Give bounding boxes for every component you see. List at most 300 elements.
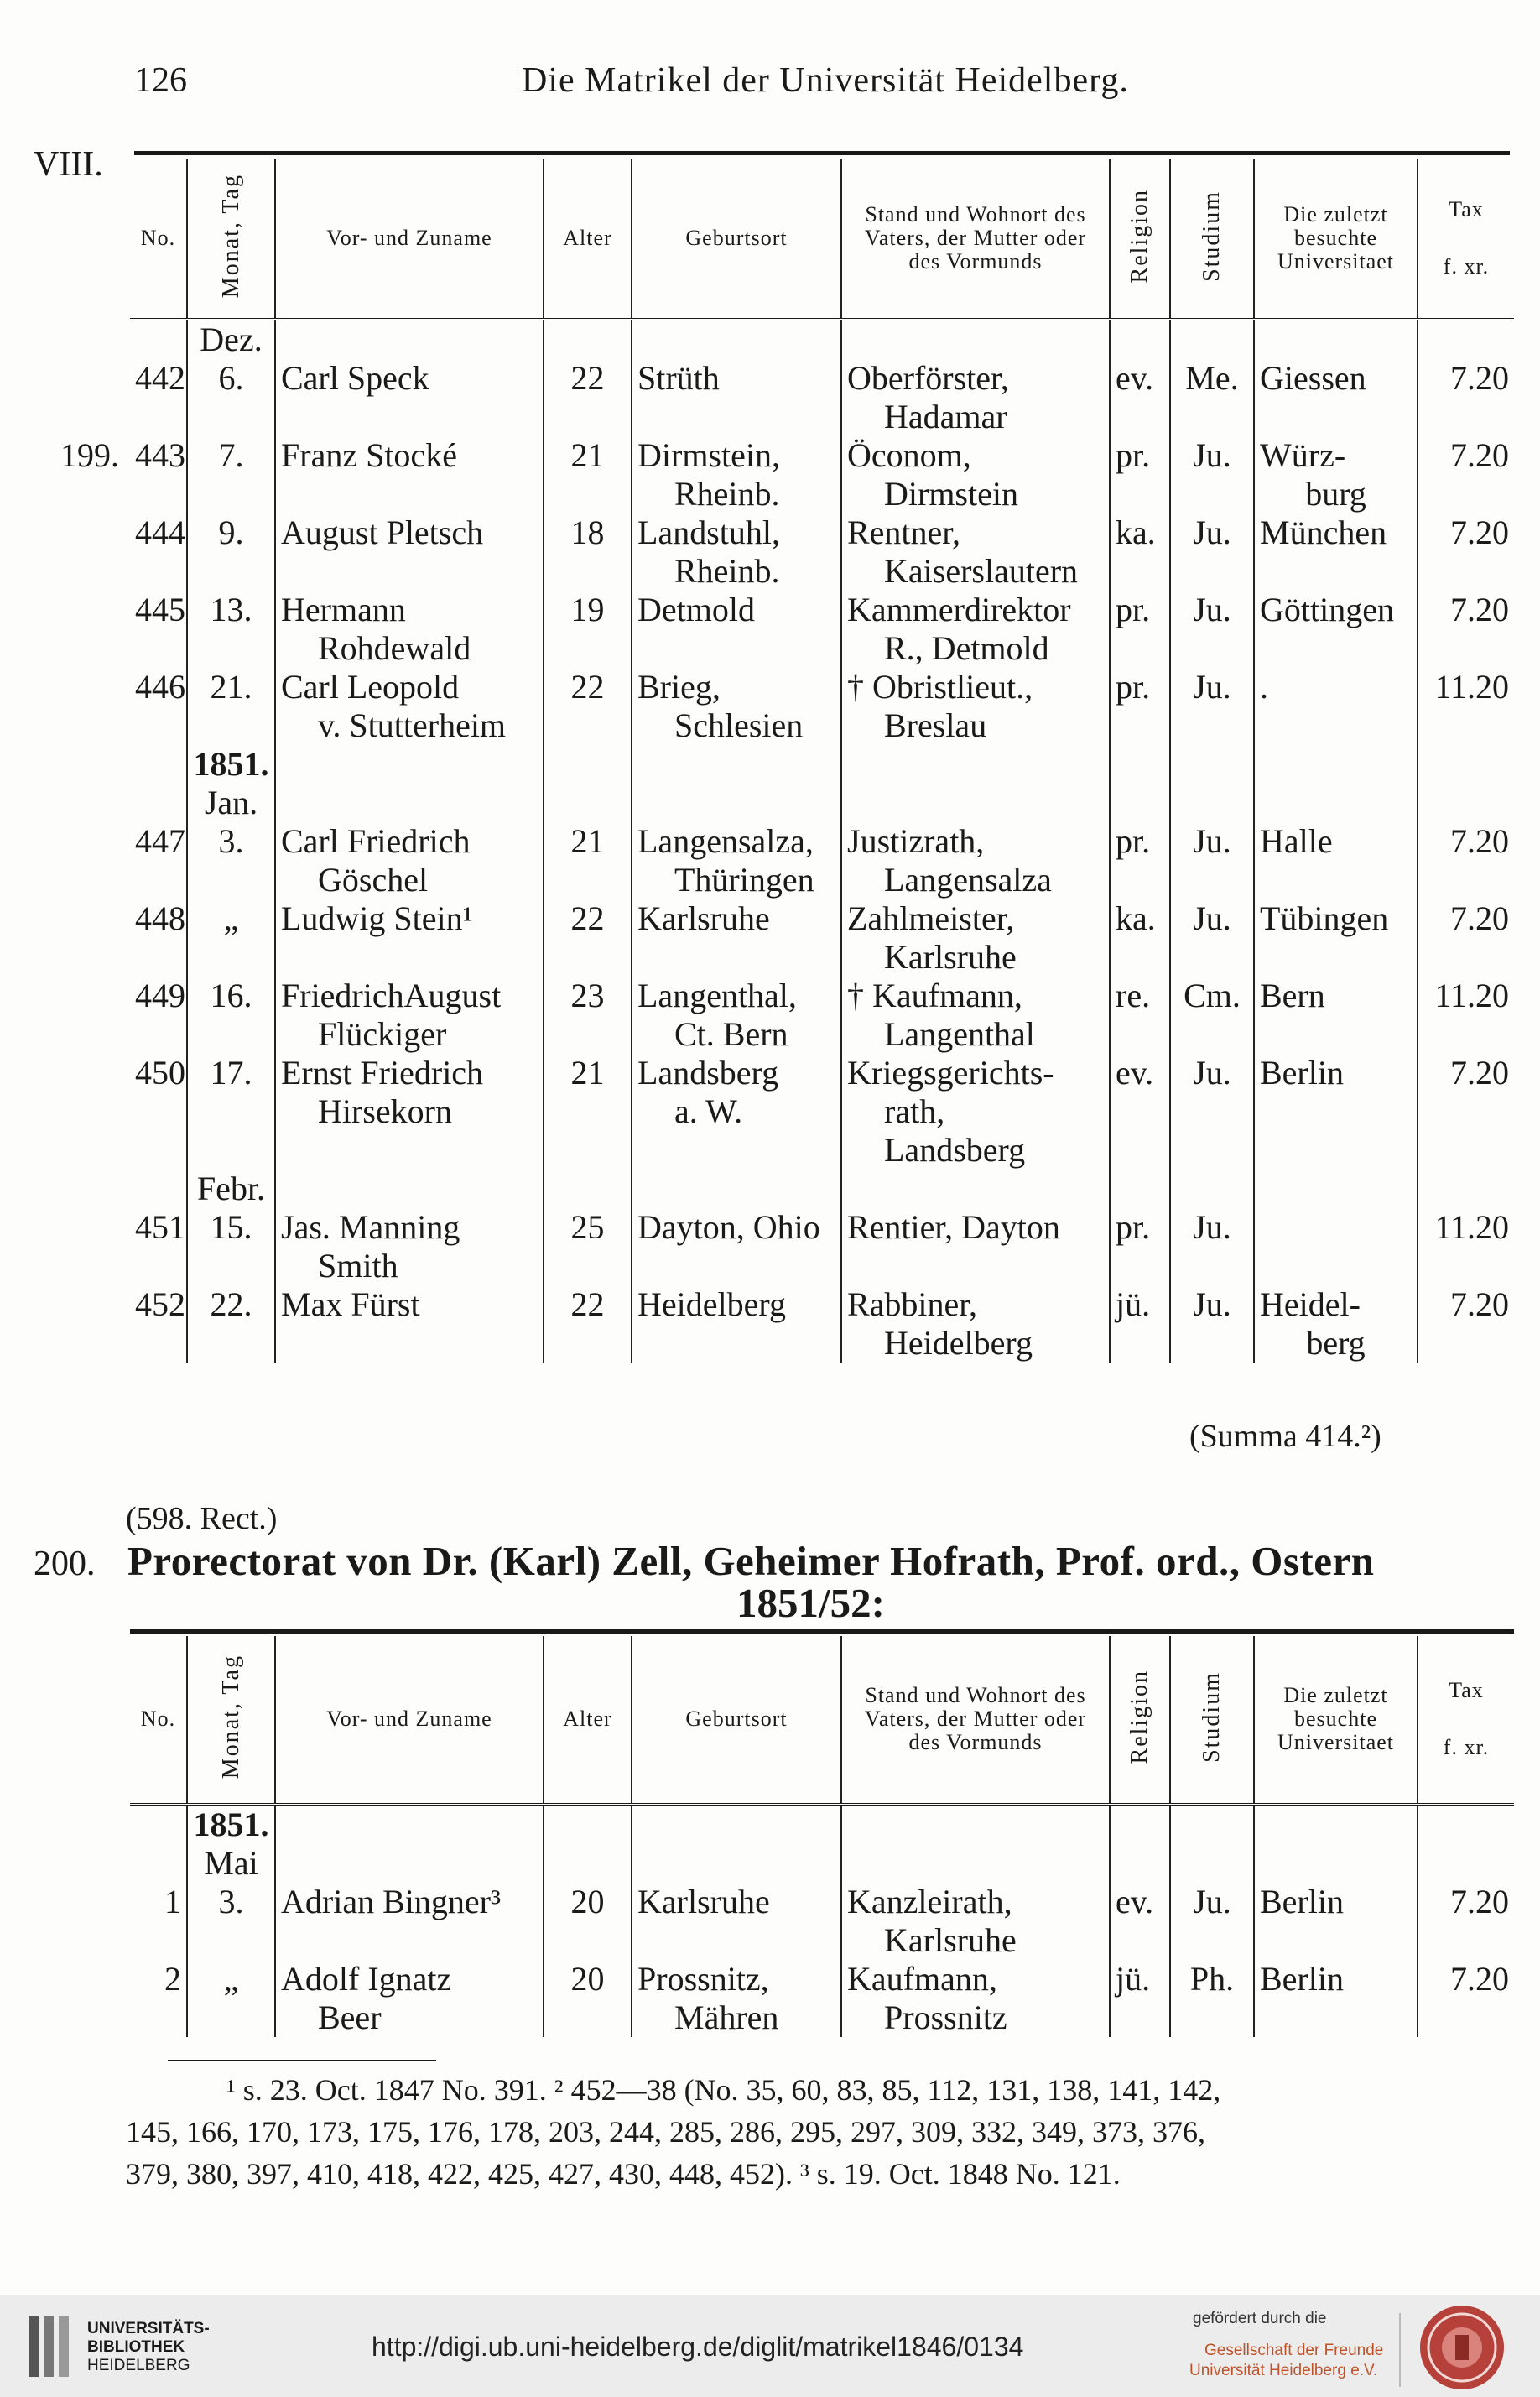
- table-row: [130, 513, 1514, 591]
- cell-university: [1254, 977, 1418, 1054]
- cell-university: [1254, 1960, 1418, 2037]
- cell-university: [1254, 319, 1418, 359]
- father-occupation: Rentier, Dayton: [847, 1207, 1060, 1246]
- cell-birthplace: [632, 1054, 841, 1170]
- religion-value: ka.: [1116, 899, 1156, 937]
- date-value: „: [223, 1959, 239, 1998]
- student-name: Carl Speck: [281, 358, 429, 397]
- cell-father: [841, 359, 1110, 436]
- tax-value: 7.20: [1450, 358, 1509, 397]
- cell-birthplace: [632, 359, 841, 436]
- cell-date: [187, 977, 275, 1054]
- birthplace-cont: Thüringen: [674, 860, 814, 899]
- cell-age: [544, 1285, 632, 1363]
- cell-father: [841, 977, 1110, 1054]
- cell-age: [544, 977, 632, 1054]
- cell-religion: [1110, 977, 1170, 1054]
- father-residence: Karlsruhe: [884, 937, 1017, 976]
- cell-birthplace: [632, 1285, 841, 1363]
- cell-father: [841, 668, 1110, 745]
- birthplace-cont: a. W.: [674, 1092, 743, 1130]
- student-name: Ludwig Stein¹: [281, 899, 473, 937]
- cell-age: [544, 591, 632, 668]
- cell-date: [187, 745, 275, 822]
- date-value: 15.: [210, 1207, 252, 1246]
- birthplace: Langensalza,: [637, 821, 814, 860]
- tax-value: 7.20: [1450, 590, 1509, 628]
- col-religion: [1110, 159, 1170, 319]
- cell-tax: [1418, 668, 1514, 745]
- student-name: Hermann: [281, 590, 406, 628]
- cell-study: [1170, 899, 1254, 977]
- date-value: 6.: [218, 358, 244, 397]
- col2-father: Stand und Wohnort des Vaters, der Mutter oder des Vormunds: [841, 1636, 1110, 1804]
- cell-tax: [1418, 319, 1514, 359]
- cell-age: [544, 822, 632, 899]
- cell-tax: [1418, 359, 1514, 436]
- col2-birthplace: Geburtsort: [632, 1636, 841, 1804]
- study-value: Ju.: [1193, 1053, 1231, 1092]
- date-value: 3.: [218, 1882, 244, 1920]
- cell-tax: [1418, 1285, 1514, 1363]
- cell-name: [275, 899, 544, 977]
- col-university: Die zuletzt besuchte Universitaet: [1254, 159, 1418, 319]
- father-residence: Breslau: [884, 706, 987, 744]
- cell-age: [544, 668, 632, 745]
- university-value: München: [1260, 513, 1387, 551]
- cell-religion: [1110, 513, 1170, 591]
- col-religion-label: Religion: [1126, 189, 1152, 284]
- university-cont: burg: [1305, 474, 1366, 513]
- date-value: 7.: [218, 435, 244, 474]
- cell-no: [130, 319, 187, 359]
- religion-value: pr.: [1116, 435, 1151, 474]
- row-number: 451: [135, 1207, 185, 1246]
- row-number: 446: [135, 667, 185, 706]
- father-residence: R., Detmold: [884, 628, 1049, 667]
- footnote-line-2: 145, 166, 170, 173, 175, 176, 178, 203, 244, 285, 286, 295, 297, 309, 332, 349, 373, 376,: [126, 2115, 1205, 2149]
- cell-name: [275, 359, 544, 436]
- footnote-rule: [168, 2060, 436, 2061]
- age-value: 21: [570, 1053, 605, 1092]
- cell-date: [187, 899, 275, 977]
- cell-birthplace: [632, 1804, 841, 1883]
- col-name: Vor- und Zuname: [275, 159, 544, 319]
- university-value: Tübingen: [1260, 899, 1389, 937]
- cell-study: [1170, 1960, 1254, 2037]
- table-row: [130, 1883, 1514, 1960]
- sponsor-name-2: Universität Heidelberg e.V.: [1189, 2362, 1378, 2379]
- row-number: 448: [135, 899, 185, 937]
- cell-study: [1170, 977, 1254, 1054]
- father-occupation: Öconom,: [847, 435, 971, 474]
- table-header-row: [130, 159, 1514, 319]
- col-no: No.: [130, 159, 187, 319]
- student-name-cont: Göschel: [318, 860, 429, 899]
- cell-study: [1170, 1208, 1254, 1285]
- cell-study: [1170, 745, 1254, 822]
- study-value: Ju.: [1193, 1882, 1231, 1920]
- cell-university: [1254, 513, 1418, 591]
- cell-no: [130, 899, 187, 977]
- cell-no: [130, 513, 187, 591]
- student-name: FriedrichAugust: [281, 976, 502, 1014]
- birthplace-cont: Ct. Bern: [674, 1014, 788, 1053]
- cell-date: [187, 1960, 275, 2037]
- birthplace: Brieg,: [637, 667, 721, 706]
- cell-no: [130, 668, 187, 745]
- cell-university: [1254, 899, 1418, 977]
- date-value: Febr.: [196, 1169, 266, 1207]
- religion-value: ev.: [1116, 358, 1154, 397]
- cell-date: [187, 591, 275, 668]
- cell-study: [1170, 513, 1254, 591]
- cell-father: [841, 591, 1110, 668]
- summa-total: (Summa 414.²): [1189, 1419, 1381, 1454]
- table-row: [130, 319, 1514, 359]
- cell-date: [187, 1285, 275, 1363]
- university-value: Halle: [1260, 821, 1333, 860]
- cell-birthplace: [632, 1170, 841, 1208]
- birthplace-cont: Schlesien: [674, 706, 804, 744]
- birthplace: Langenthal,: [637, 976, 797, 1014]
- table2-header-row: [130, 1636, 1514, 1804]
- age-value: 25: [570, 1207, 605, 1246]
- tax-value: 7.20: [1450, 899, 1509, 937]
- cell-age: [544, 745, 632, 822]
- cell-date: [187, 822, 275, 899]
- cell-name: [275, 1285, 544, 1363]
- cell-father: [841, 1285, 1110, 1363]
- cell-study: [1170, 1883, 1254, 1960]
- row-number: 2: [164, 1959, 181, 1998]
- father-residence: rath,: [884, 1092, 945, 1130]
- date-value: 1851.: [193, 744, 269, 783]
- cell-date: [187, 513, 275, 591]
- cell-study: [1170, 668, 1254, 745]
- study-value: Ju.: [1193, 1284, 1231, 1323]
- study-value: Ju.: [1193, 590, 1231, 628]
- prorectorate-title-year: 1851/52:: [736, 1580, 885, 1626]
- cell-no: [130, 1285, 187, 1363]
- cell-religion: [1110, 822, 1170, 899]
- library-name-3: HEIDELBERG: [87, 2357, 190, 2374]
- permalink-url[interactable]: http://digi.ub.uni-heidelberg.de/diglit/matrikel1846/0134: [372, 2332, 1024, 2362]
- col2-name: Vor- und Zuname: [275, 1636, 544, 1804]
- father-residence: Langensalza: [884, 860, 1052, 899]
- study-value: Ju.: [1193, 435, 1231, 474]
- cell-tax: [1418, 899, 1514, 977]
- cell-date: [187, 359, 275, 436]
- date-value: 21.: [210, 667, 252, 706]
- cell-tax: [1418, 1883, 1514, 1960]
- university-value: Berlin: [1260, 1959, 1344, 1998]
- cell-father: [841, 899, 1110, 977]
- table-row: [130, 1285, 1514, 1363]
- student-name-cont: Rohdewald: [318, 628, 471, 667]
- table-row: [130, 668, 1514, 745]
- cell-tax: [1418, 436, 1514, 513]
- row-number: 1: [164, 1882, 181, 1920]
- cell-father: [841, 513, 1110, 591]
- cell-study: [1170, 822, 1254, 899]
- father-occupation: † Kaufmann,: [847, 976, 1022, 1014]
- cell-name: [275, 513, 544, 591]
- cell-birthplace: [632, 977, 841, 1054]
- cell-tax: [1418, 1170, 1514, 1208]
- col-study: [1170, 159, 1254, 319]
- table-row: [130, 1960, 1514, 2037]
- cell-date: [187, 1883, 275, 1960]
- student-name: Carl Friedrich: [281, 821, 471, 860]
- col2-university: Die zuletzt besuchte Universitaet: [1254, 1636, 1418, 1804]
- date-value: 3.: [218, 821, 244, 860]
- age-value: 22: [570, 899, 605, 937]
- date-value: 17.: [210, 1053, 252, 1092]
- student-name-cont: Flückiger: [318, 1014, 447, 1053]
- university-value: Göttingen: [1260, 590, 1394, 628]
- age-value: 22: [570, 1284, 605, 1323]
- religion-value: pr.: [1116, 667, 1151, 706]
- col-study-label: Studium: [1199, 190, 1225, 282]
- cell-age: [544, 1170, 632, 1208]
- university-value: Würz-: [1260, 435, 1346, 474]
- cell-tax: [1418, 1960, 1514, 2037]
- birthplace: Prossnitz,: [637, 1959, 769, 1998]
- matriculation-table-2: [130, 1636, 1514, 2037]
- father-residence: Karlsruhe: [884, 1920, 1017, 1959]
- tax-value: 7.20: [1450, 821, 1509, 860]
- student-name-cont: v. Stutterheim: [318, 706, 507, 744]
- cell-name: [275, 822, 544, 899]
- cell-name: [275, 668, 544, 745]
- birthplace: Landstuhl,: [637, 513, 780, 551]
- cell-religion: [1110, 359, 1170, 436]
- university-value: .: [1260, 667, 1268, 706]
- cell-age: [544, 1054, 632, 1170]
- running-title: Die Matrikel der Universität Heidelberg.: [522, 61, 1129, 100]
- cell-university: [1254, 1883, 1418, 1960]
- university-cont: berg: [1306, 1323, 1366, 1362]
- cell-tax: [1418, 1054, 1514, 1170]
- cell-religion: [1110, 1960, 1170, 2037]
- cell-birthplace: [632, 1208, 841, 1285]
- religion-value: pr.: [1116, 590, 1151, 628]
- cell-name: [275, 436, 544, 513]
- cell-religion: [1110, 1883, 1170, 1960]
- cell-age: [544, 436, 632, 513]
- cell-no: [130, 591, 187, 668]
- cell-religion: [1110, 319, 1170, 359]
- cell-date: [187, 1054, 275, 1170]
- cell-age: [544, 1804, 632, 1883]
- section-rule: [130, 1629, 1514, 1634]
- study-value: Ju.: [1193, 667, 1231, 706]
- age-value: 18: [570, 513, 605, 551]
- tax-value: 7.20: [1450, 1959, 1509, 1998]
- cell-tax: [1418, 977, 1514, 1054]
- cell-father: [841, 436, 1110, 513]
- father-occupation: Justizrath,: [847, 821, 985, 860]
- margin-number-200: 200.: [34, 1545, 96, 1583]
- cell-religion: [1110, 1170, 1170, 1208]
- cell-study: [1170, 1170, 1254, 1208]
- cell-university: [1254, 1054, 1418, 1170]
- cell-date: [187, 436, 275, 513]
- cell-university: [1254, 436, 1418, 513]
- cell-religion: [1110, 436, 1170, 513]
- digitization-footer: [0, 2295, 1540, 2397]
- footnote-line-1: ¹ s. 23. Oct. 1847 No. 391. ² 452—38 (No. 35, 60, 83, 85, 112, 131, 138, 141, 142,: [226, 2073, 1221, 2107]
- cell-no: [60, 435, 187, 513]
- cell-no: [130, 977, 187, 1054]
- matriculation-table: [60, 159, 1514, 1363]
- table-row: [130, 977, 1514, 1054]
- sponsor-name-1: Gesellschaft der Freunde: [1204, 2342, 1384, 2359]
- study-value: Me.: [1185, 358, 1239, 397]
- cell-father: [841, 1054, 1110, 1170]
- library-name-1: UNIVERSITÄTS-: [87, 2320, 210, 2337]
- father-occupation: Kanzleirath,: [847, 1882, 1012, 1920]
- table-row: [130, 1208, 1514, 1285]
- col-age: Alter: [544, 159, 632, 319]
- birthplace-cont: Rheinb.: [674, 474, 780, 513]
- cell-birthplace: [632, 1960, 841, 2037]
- row-number: 447: [135, 821, 185, 860]
- study-value: Cm.: [1184, 976, 1241, 1014]
- cell-no: [130, 1960, 187, 2037]
- cell-age: [544, 319, 632, 359]
- col2-date-label: Monat, Tag: [217, 1654, 244, 1780]
- cell-father: [841, 822, 1110, 899]
- age-value: 21: [570, 821, 605, 860]
- cell-tax: [1418, 1804, 1514, 1883]
- father-residence: Langenthal: [884, 1014, 1035, 1053]
- cell-no: [130, 1170, 187, 1208]
- tax-value: 11.20: [1434, 976, 1509, 1014]
- sponsor-label: gefördert durch die: [1193, 2310, 1327, 2327]
- age-value: 20: [570, 1882, 605, 1920]
- religion-value: pr.: [1116, 821, 1151, 860]
- cell-religion: [1110, 668, 1170, 745]
- cell-name: [275, 1883, 544, 1960]
- cell-university: [1254, 1804, 1418, 1883]
- cell-no: [130, 1883, 187, 1960]
- col-father: Stand und Wohnort des Vaters, der Mutter oder des Vormunds: [841, 159, 1110, 319]
- col2-age: Alter: [544, 1636, 632, 1804]
- study-value: Ju.: [1193, 1207, 1231, 1246]
- age-value: 22: [570, 358, 605, 397]
- table-row: [130, 1804, 1514, 1883]
- cell-name: [275, 591, 544, 668]
- cell-birthplace: [632, 513, 841, 591]
- tax-value: 7.20: [1450, 513, 1509, 551]
- cell-father: [841, 1883, 1110, 1960]
- student-name: Adolf Ignatz: [281, 1959, 452, 1998]
- table-row: [130, 436, 1514, 513]
- cell-university: [1254, 1208, 1418, 1285]
- cell-religion: [1110, 1208, 1170, 1285]
- col2-tax-unit: f. xr.: [1443, 1735, 1490, 1760]
- birthplace: Dayton, Ohio: [637, 1207, 820, 1246]
- chapter-number: VIII.: [34, 145, 103, 184]
- student-name: Jas. Manning: [281, 1207, 460, 1246]
- cell-birthplace: [632, 899, 841, 977]
- birthplace: Landsberg: [637, 1053, 779, 1092]
- library-name-2: BIBLIOTHEK: [87, 2338, 185, 2356]
- student-name: August Pletsch: [281, 513, 484, 551]
- student-name: Carl Leopold: [281, 667, 460, 706]
- cell-religion: [1110, 1285, 1170, 1363]
- cell-tax: [1418, 745, 1514, 822]
- row-number: 442: [135, 358, 185, 397]
- cell-religion: [1110, 1054, 1170, 1170]
- cell-university: [1254, 668, 1418, 745]
- cell-study: [1170, 1285, 1254, 1363]
- father-occupation: † Obristlieut.,: [847, 667, 1033, 706]
- cell-no: [130, 1054, 187, 1170]
- cell-date: [187, 1208, 275, 1285]
- cell-tax: [1418, 591, 1514, 668]
- cell-date: [187, 319, 275, 359]
- religion-value: ev.: [1116, 1882, 1154, 1920]
- cell-age: [544, 1960, 632, 2037]
- cell-name: [275, 1960, 544, 2037]
- religion-value: ev.: [1116, 1053, 1154, 1092]
- cell-university: [1254, 591, 1418, 668]
- age-value: 21: [570, 435, 605, 474]
- margin-note: 199.: [60, 435, 119, 474]
- cell-university: [1254, 822, 1418, 899]
- father-residence: Hadamar: [884, 397, 1007, 435]
- table-row: [130, 1054, 1514, 1170]
- cell-age: [544, 1208, 632, 1285]
- row-number: 449: [135, 976, 185, 1014]
- cell-no: [130, 822, 187, 899]
- col-tax: [1418, 159, 1514, 319]
- cell-university: [1254, 1285, 1418, 1363]
- col2-religion-label: Religion: [1126, 1670, 1152, 1764]
- birthplace: Heidelberg: [637, 1284, 786, 1323]
- birthplace: Detmold: [637, 590, 755, 628]
- tax-value: 7.20: [1450, 1284, 1509, 1323]
- footnote-line-3: 379, 380, 397, 410, 418, 422, 425, 427, 430, 448, 452). ³ s. 19. Oct. 1848 No. 121.: [126, 2157, 1121, 2191]
- row-number: 452: [135, 1284, 185, 1323]
- student-name-cont: Beer: [318, 1998, 382, 2036]
- birthplace: Strüth: [637, 358, 720, 397]
- age-value: 20: [570, 1959, 605, 1998]
- father-occupation: Oberförster,: [847, 358, 1009, 397]
- cell-birthplace: [632, 668, 841, 745]
- cell-name: [275, 1170, 544, 1208]
- row-number: 450: [135, 1053, 185, 1092]
- row-number: 443: [135, 435, 185, 474]
- col2-tax: [1418, 1636, 1514, 1804]
- prorectorate-title: Prorectorat von Dr. (Karl) Zell, Geheimer Hofrath, Prof. ord., Ostern: [127, 1538, 1375, 1584]
- cell-father: [841, 319, 1110, 359]
- cell-name: [275, 1208, 544, 1285]
- birthplace: Dirmstein,: [637, 435, 780, 474]
- cell-university: [1254, 359, 1418, 436]
- cell-study: [1170, 1054, 1254, 1170]
- tax-value: 7.20: [1450, 1053, 1509, 1092]
- religion-value: re.: [1116, 976, 1151, 1014]
- university-value: Berlin: [1260, 1053, 1344, 1092]
- cell-birthplace: [632, 436, 841, 513]
- student-name: Franz Stocké: [281, 435, 457, 474]
- cell-date: [187, 1804, 275, 1883]
- cell-father: [841, 745, 1110, 822]
